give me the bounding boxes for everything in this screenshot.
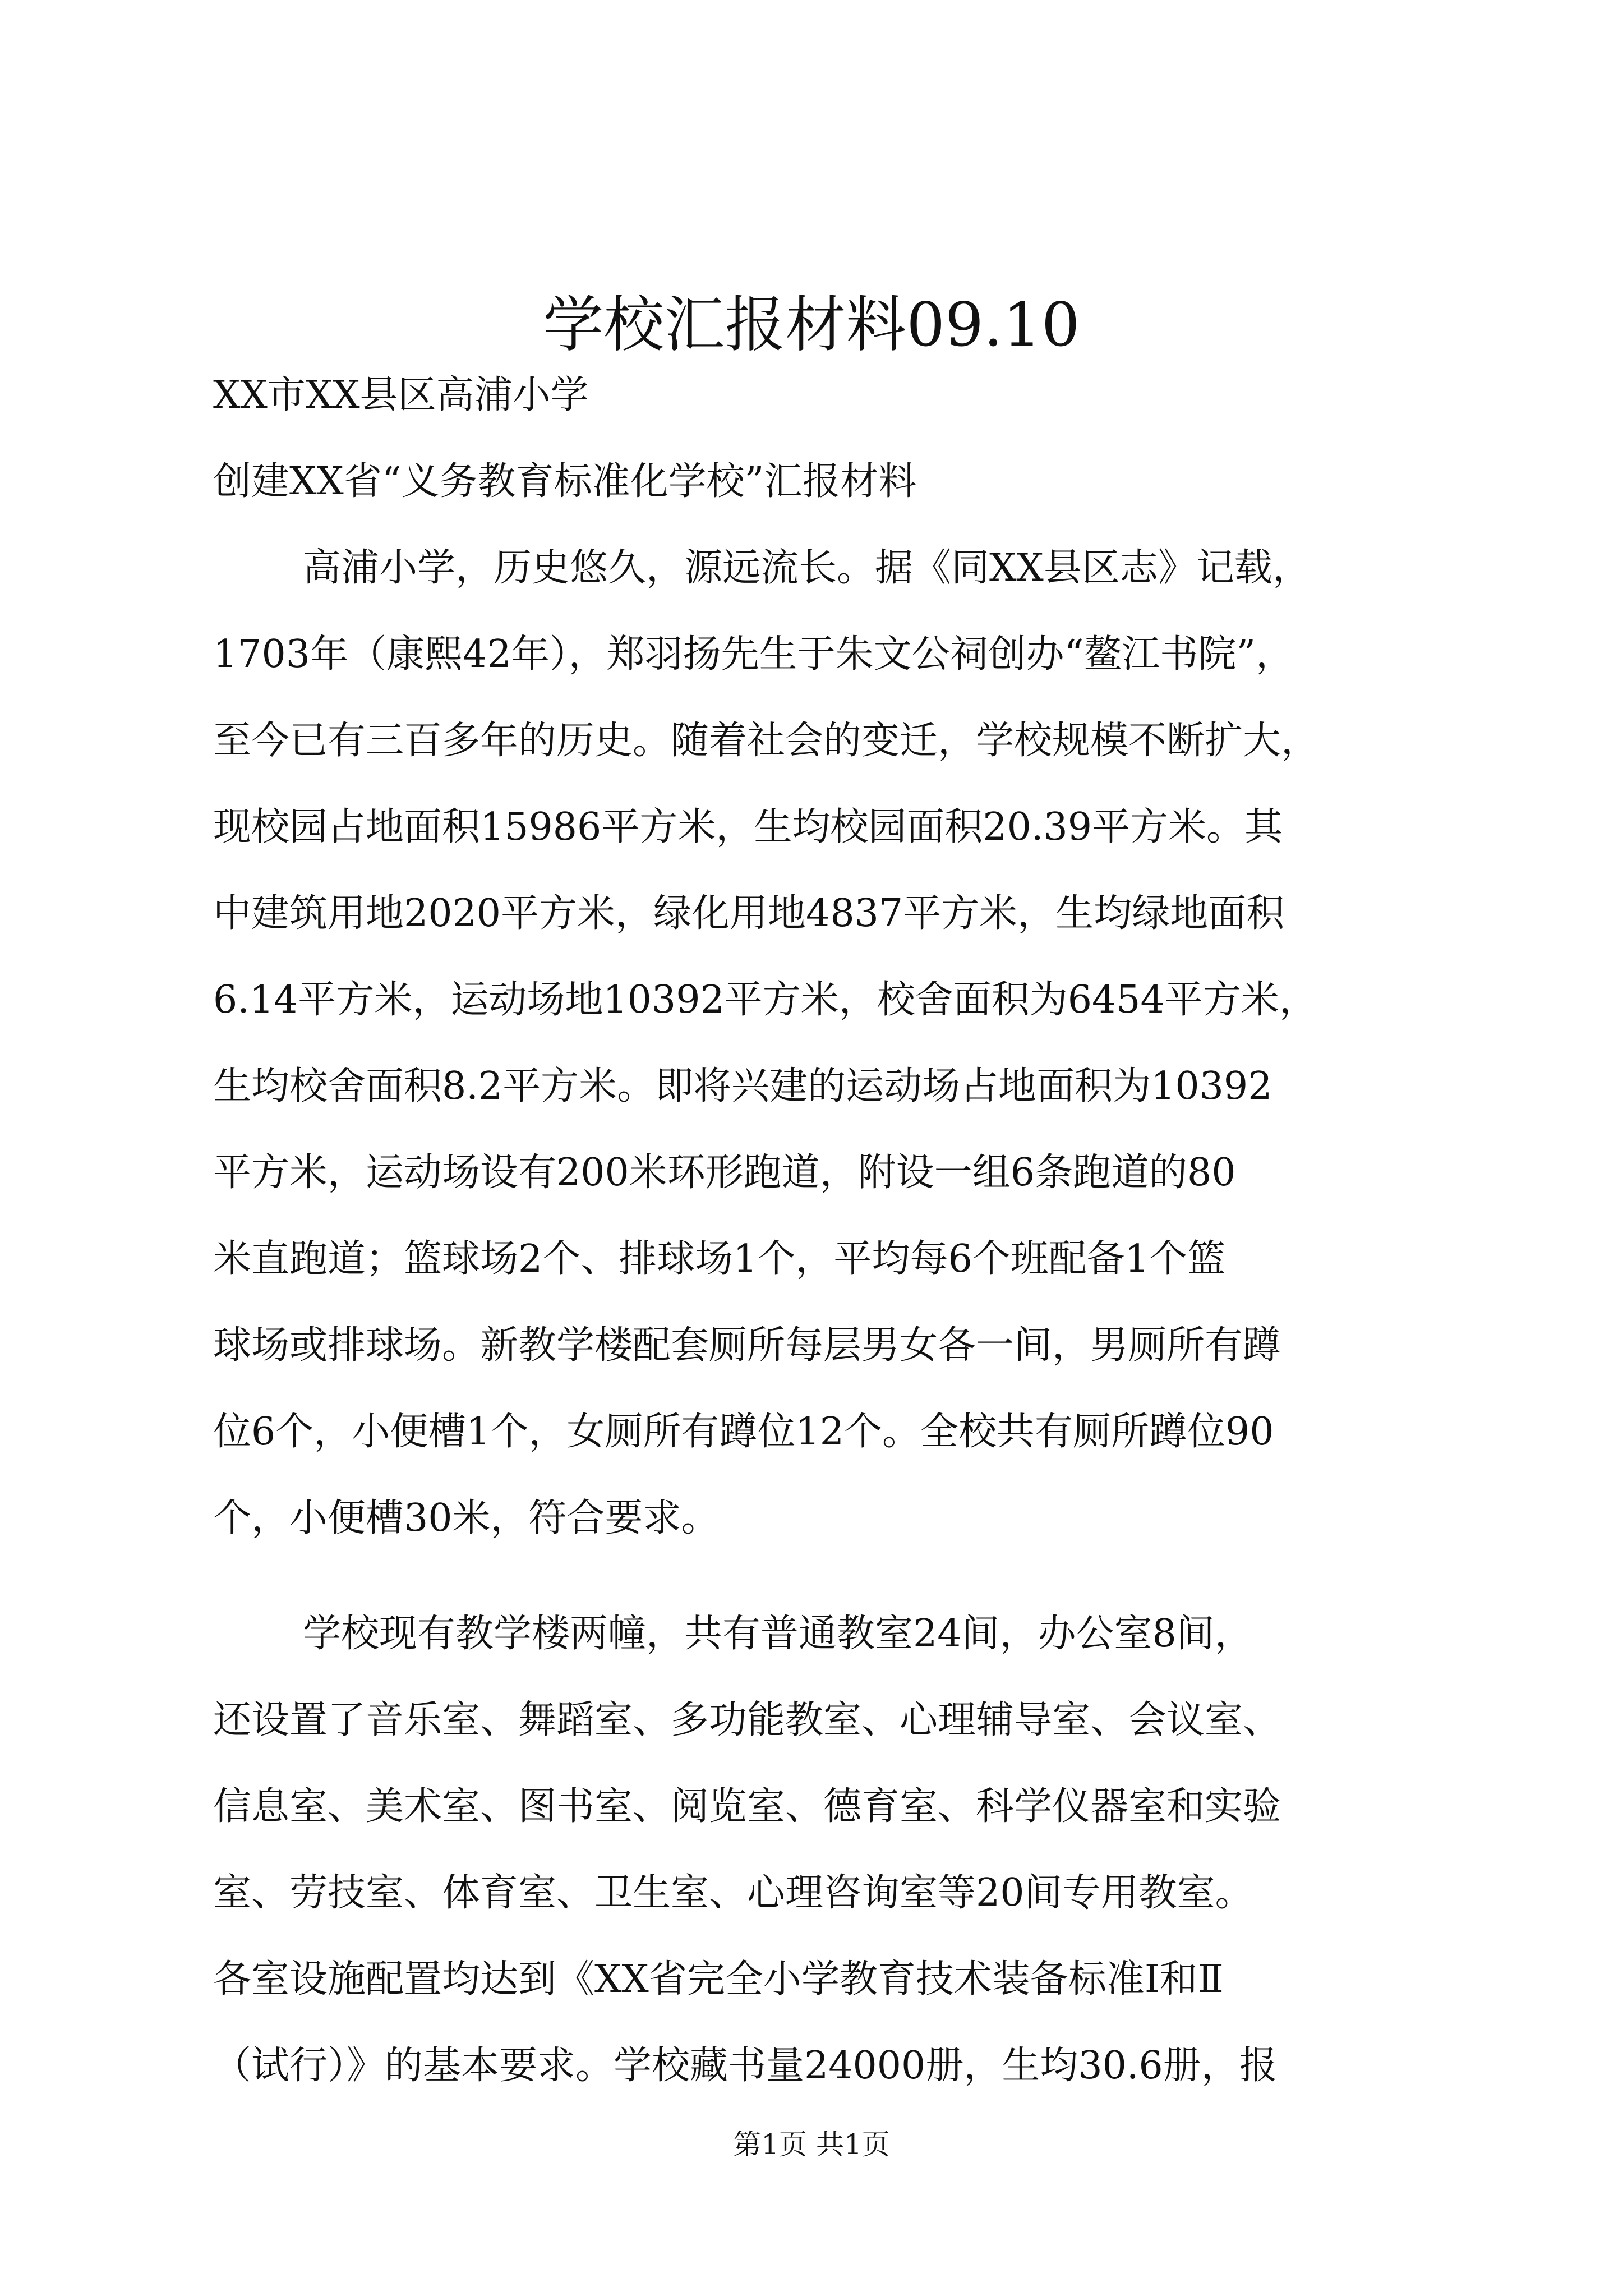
body-line: （试行）》的基本要求。学校藏书量24000册，生均30.6册，报 <box>213 2044 1278 2088</box>
body-line: 平方米，运动场设有200米环形跑道，附设一组6条跑道的80 <box>213 1151 1236 1195</box>
body-line: 还设置了音乐室、舞蹈室、多功能教室、心理辅导室、会议室、 <box>213 1698 1281 1742</box>
body-line: 个，小便槽30米，符合要求。 <box>213 1496 720 1540</box>
body-line: 位6个，小便槽1个，女厕所有蹲位12个。全校共有厕所蹲位90 <box>213 1410 1274 1454</box>
document-title: 学校汇报材料09.10 <box>543 290 1080 360</box>
body-line: 信息室、美术室、图书室、阅览室、德育室、科学仪器室和实验 <box>213 1784 1281 1829</box>
body-line: 室、劳技室、体育室、卫生室、心理咨询室等20间专用教室。 <box>213 1871 1253 1915</box>
document-body <box>213 352 1481 2109</box>
body-line: 高浦小学，历史悠久，源远流长。据《同XX县区志》记载， <box>303 546 1311 590</box>
body-line: 至今已有三百多年的历史。随着社会的变迁，学校规模不断扩大， <box>213 719 1320 763</box>
body-line: XX市XX县区高浦小学 <box>213 373 589 417</box>
body-line: 生均校舍面积8.2平方米。即将兴建的运动场占地面积为10392 <box>213 1064 1272 1108</box>
body-line: 现校园占地面积15986平方米，生均校园面积20.39平方米。其 <box>213 805 1283 849</box>
body-line: 1703年（康熙42年），郑羽扬先生于朱文公祠创办“鳌江书院”， <box>213 632 1294 677</box>
body-line: 米直跑道；篮球场2个、排球场1个，平均每6个班配备1个篮 <box>213 1237 1226 1281</box>
body-line: 各室设施配置均达到《XX省完全小学教育技术装备标准Ⅰ和Ⅱ <box>213 1957 1224 2001</box>
page-number-footer: 第1页 共1页 <box>733 2128 890 2161</box>
paragraph-gap <box>213 1562 1481 1591</box>
body-line: 创建XX省“义务教育标准化学校”汇报材料 <box>213 459 917 504</box>
body-line: 6.14平方米，运动场地10392平方米，校舍面积为6454平方米， <box>213 978 1317 1022</box>
body-line: 球场或排球场。新教学楼配套厕所每层男女各一间，男厕所有蹲 <box>213 1323 1281 1368</box>
body-line: 学校现有教学楼两幢，共有普通教室24间，办公室8间， <box>303 1612 1253 1656</box>
body-line: 中建筑用地2020平方米，绿化用地4837平方米，生均绿地面积 <box>213 891 1285 936</box>
